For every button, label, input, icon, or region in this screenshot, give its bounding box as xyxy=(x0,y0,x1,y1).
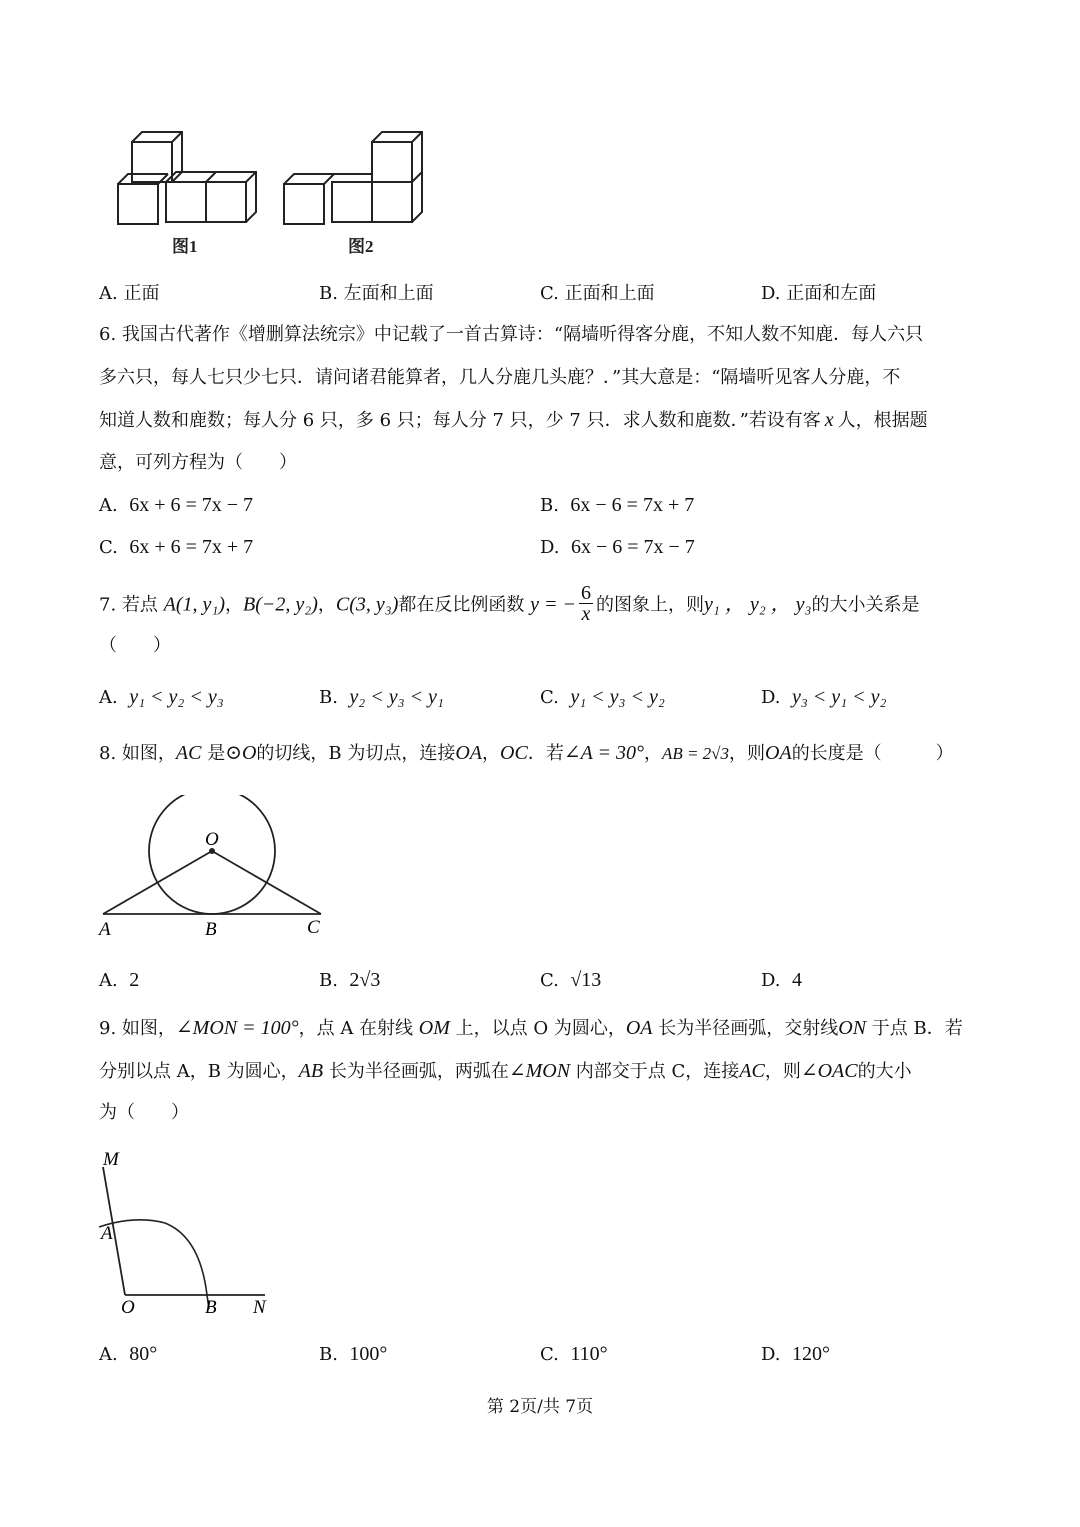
q9-line2a: 分别以点 A，B 为圆心， xyxy=(99,1061,299,1082)
q7-option-b-label: B. xyxy=(319,687,338,708)
q6-option-a[interactable] xyxy=(99,492,253,519)
q7-paren: （ ） xyxy=(99,635,171,656)
q8-option-d-expr: 4 xyxy=(791,969,802,991)
figure-2-cubes xyxy=(284,132,422,224)
q9-on: ON xyxy=(838,1017,867,1039)
q6-option-d-label: D. xyxy=(540,537,560,558)
page-footer: 第 2页/共 7页 xyxy=(486,1397,594,1417)
q9-line1a: 9. 如图， xyxy=(99,1018,176,1039)
q8-circle-o xyxy=(149,795,275,914)
q9-line1e: 于点 B．若 xyxy=(871,1018,963,1039)
q6-option-c[interactable] xyxy=(99,534,253,561)
q9-om: OM xyxy=(418,1017,450,1039)
q9-option-c-label: C. xyxy=(540,1344,559,1365)
q9-line2d: ，则 xyxy=(764,1061,801,1082)
q7-suffix: 的图象上，则 xyxy=(596,594,704,616)
q7-mid: 都在反比例函数 xyxy=(398,594,525,616)
q9-label-a: A xyxy=(101,1223,113,1244)
q8-text-d: ．若 xyxy=(527,743,564,764)
q9-option-d-label: D. xyxy=(761,1344,781,1365)
q9-line2e: 的大小 xyxy=(857,1061,912,1082)
q8-segment-oa xyxy=(103,851,212,914)
q8-segment-oc xyxy=(212,851,321,914)
q9-text-line3: 为（ ） xyxy=(99,1102,189,1123)
q9-line1b: ，点 A 在射线 xyxy=(298,1018,414,1039)
q8-option-d[interactable] xyxy=(761,967,802,994)
q9-option-c-expr: 110° xyxy=(570,1343,608,1365)
q9-angle: ∠MON = 100° xyxy=(175,1017,299,1039)
q9-figure xyxy=(95,1145,285,1325)
q9-text-line2 xyxy=(99,1058,912,1085)
q7-option-b-expr: y₂ < y₃ < y₁ xyxy=(349,686,444,708)
q6-option-c-label: C. xyxy=(99,537,118,558)
q9-option-c[interactable] xyxy=(540,1341,608,1368)
q9-line2b: 长为半径画弧，两弧在 xyxy=(328,1061,509,1082)
q8-text-line1 xyxy=(99,740,954,767)
q6-text-line2: 多六只，每人七只少七只．请问诸君能算者，几人分鹿几头鹿？．”其大意是：“隔墙听见客人分鹿，不 xyxy=(99,367,901,388)
q5-option-d[interactable]: D. 正面和左面 xyxy=(761,283,877,304)
q9-option-a-expr: 80° xyxy=(129,1343,158,1365)
q6-text-line4: 意，可列方程为（ ） xyxy=(99,452,297,473)
q8-label-b: B xyxy=(205,919,217,940)
q8-option-d-label: D. xyxy=(761,970,781,991)
q8-option-c-label: C. xyxy=(540,970,559,991)
q8-option-a-expr: 2 xyxy=(129,969,140,991)
q9-option-b-expr: 100° xyxy=(349,1343,388,1365)
q7-tail: 的大小关系是 xyxy=(811,594,920,616)
q9-text-line1 xyxy=(99,1015,963,1042)
q6-option-b-expr: 6x − 6 = 7x + 7 xyxy=(570,494,695,516)
q7-prefix: 7. 若点 xyxy=(99,594,158,616)
q8-option-b[interactable] xyxy=(319,967,380,994)
q6-option-d[interactable] xyxy=(540,534,695,561)
q8-option-b-label: B. xyxy=(319,970,338,991)
q8-option-c[interactable] xyxy=(540,967,601,994)
q7-option-d[interactable] xyxy=(761,684,886,711)
q7-point-c: C(3, y₃) xyxy=(335,593,399,616)
q7-fraction xyxy=(579,583,593,624)
figure-2-label: 图2 xyxy=(348,237,374,256)
q9-oa: OA xyxy=(625,1017,653,1039)
q8-text-e: ， xyxy=(643,743,662,764)
q7-fraction-num: 6 xyxy=(581,582,591,604)
q9-label-m: M xyxy=(103,1149,119,1170)
q7-option-c[interactable] xyxy=(540,684,665,711)
q6-line3-end: 人，根据题 xyxy=(837,410,928,431)
q7-option-a[interactable] xyxy=(99,684,224,711)
q8-text-b: 是 xyxy=(207,743,226,764)
q9-option-b[interactable] xyxy=(319,1341,387,1368)
q9-label-n: N xyxy=(253,1297,266,1318)
q6-variable-x: x xyxy=(824,409,834,431)
q8-text-c: 的切线，B 为切点，连接 xyxy=(256,743,456,764)
q8-label-o: O xyxy=(205,829,219,850)
q8-option-a-label: A. xyxy=(99,970,118,991)
q9-label-b: B xyxy=(205,1297,217,1318)
q8-ab: AB = 2√3 xyxy=(661,744,730,763)
q5-option-c[interactable]: C. 正面和上面 xyxy=(540,283,655,304)
q9-ac: AC xyxy=(739,1060,765,1082)
q8-oc: OC xyxy=(500,742,528,764)
q5-figures xyxy=(100,120,440,265)
q8-oa: OA xyxy=(455,742,483,764)
q9-angle2: ∠MON xyxy=(508,1060,571,1082)
q8-ac: AC xyxy=(175,742,202,764)
q8-circle: ⊙O xyxy=(225,742,257,764)
q7-option-d-expr: y₃ < y₁ < y₂ xyxy=(791,686,887,708)
q9-ab: AB xyxy=(298,1060,324,1082)
q7-option-c-expr: y₁ < y₃ < y₂ xyxy=(570,686,665,708)
figure-1-label: 图1 xyxy=(172,237,198,256)
q8-angle: ∠A = 30° xyxy=(563,742,644,764)
q8-option-a[interactable] xyxy=(99,967,139,994)
q9-line1d: 长为半径画弧，交射线 xyxy=(658,1018,839,1039)
q8-comma: ， xyxy=(482,743,501,764)
q8-figure xyxy=(95,795,335,945)
q6-text-line3 xyxy=(99,407,928,434)
q6-option-a-expr: 6x + 6 = 7x − 7 xyxy=(129,494,254,516)
q9-option-a-label: A. xyxy=(99,1344,118,1365)
q7-fraction-den: x xyxy=(581,603,591,625)
q9-option-a[interactable] xyxy=(99,1341,157,1368)
q5-option-b[interactable]: B. 左面和上面 xyxy=(319,283,434,304)
q9-angle3: ∠OAC xyxy=(800,1060,858,1082)
q8-option-b-expr: 2√3 xyxy=(349,969,381,991)
q7-option-b[interactable] xyxy=(319,684,444,711)
q6-text-line1: 6. 我国古代著作《增删算法统宗》中记载了一首古算诗：“隔墙听得客分鹿，不知人数不知鹿．每人六只 xyxy=(99,324,924,345)
q9-line2c: 内部交于点 C，连接 xyxy=(575,1061,740,1082)
q7-point-b: B(−2, y₂) xyxy=(243,593,318,616)
q9-option-b-label: B. xyxy=(319,1344,338,1365)
q5-option-a[interactable]: A. 正面 xyxy=(99,283,160,304)
q6-option-c-expr: 6x + 6 = 7x + 7 xyxy=(129,536,254,558)
figure-1-cubes xyxy=(118,132,256,224)
q8-option-c-expr: √13 xyxy=(570,969,602,991)
q7-point-a: A(1, y₁) xyxy=(163,593,226,616)
q9-option-d[interactable] xyxy=(761,1341,830,1368)
q7-vars: y₁ ， y₂ ， y₃ xyxy=(704,593,812,616)
q9-label-o: O xyxy=(121,1297,135,1318)
q7-text-line1: 7. 若点 A(1, y₁)，B(−2, y₂)，C(3, y₃)都在反比例函数 y = − $\frac{6}{x}$ 的图象上，则y₁ ， y₂ ， y₃的大小关系是 xyxy=(99,582,920,625)
q7-option-d-label: D. xyxy=(761,687,781,708)
q9-line1c: 上，以点 O 为圆心， xyxy=(455,1018,626,1039)
q9-option-d-expr: 120° xyxy=(791,1343,830,1365)
q6-option-b[interactable] xyxy=(540,492,694,519)
q7-option-a-label: A. xyxy=(99,687,118,708)
q8-text-a: 8. 如图， xyxy=(99,743,176,764)
q8-text-g: 的长度是（ ） xyxy=(791,743,954,764)
q8-label-a: A xyxy=(99,919,111,940)
q7-option-c-label: C. xyxy=(540,687,559,708)
q8-label-c: C xyxy=(307,917,320,938)
q6-option-a-label: A. xyxy=(99,495,118,516)
q7-func-lhs: y = − xyxy=(530,593,576,616)
q6-option-b-label: B. xyxy=(540,495,559,516)
q8-oa2: OA xyxy=(765,742,792,764)
q6-option-d-expr: 6x − 6 = 7x − 7 xyxy=(570,536,695,558)
q8-text-f: ，则 xyxy=(729,743,766,764)
q7-option-a-expr: y₁ < y₂ < y₃ xyxy=(129,686,224,708)
q6-line3-start: 知道人数和鹿数；每人分 6 只，多 6 只；每人分 7 只，少 7 只．求人数和鹿数．”若设有客 xyxy=(99,410,821,431)
